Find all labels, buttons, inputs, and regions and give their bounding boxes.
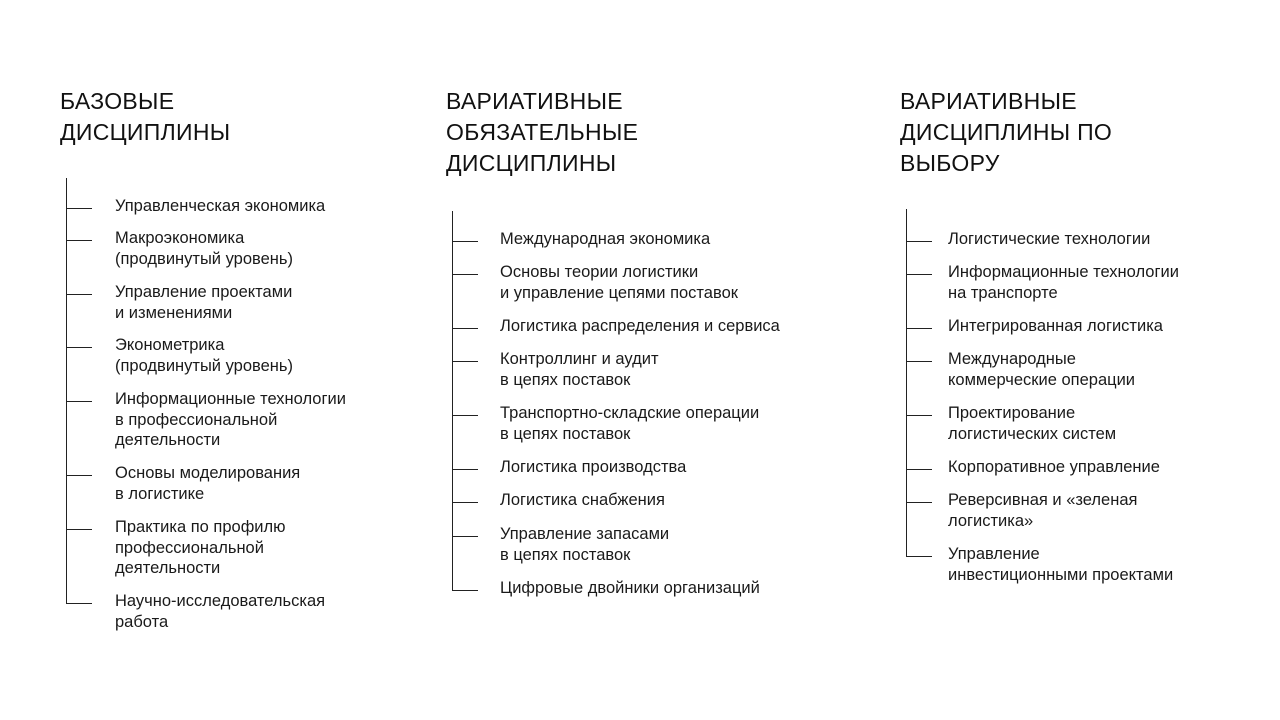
tree-branch-line: [452, 361, 478, 362]
tree-branch-line: [906, 361, 932, 362]
tree-trunk-line: [906, 209, 907, 557]
tree-branch-line: [452, 590, 478, 591]
discipline-label: Информационные технологии на транспорте: [948, 263, 1179, 302]
column-title: ВАРИАТИВНЫЕ ДИСЦИПЛИНЫ ПО ВЫБОРУ: [900, 88, 1113, 176]
tree-branch-line: [906, 556, 932, 557]
tree-branch-line: [66, 529, 92, 530]
tree-branch-line: [906, 502, 932, 503]
tree-branch-line: [66, 401, 92, 402]
tree-branch-line: [66, 240, 92, 241]
discipline-label: Транспортно-складские операции в цепях поставок: [500, 404, 760, 443]
discipline-label: Логистика распределения и сервиса: [500, 317, 780, 335]
tree-branch-line: [66, 347, 92, 348]
tree-branch-line: [906, 415, 932, 416]
column-title: ВАРИАТИВНЫЕ ОБЯЗАТЕЛЬНЫЕ ДИСЦИПЛИНЫ: [446, 88, 639, 176]
discipline-label: Международные коммерческие операции: [948, 350, 1136, 389]
discipline-label: Основы моделирования в логистике: [115, 464, 301, 503]
discipline-label: Информационные технологии в профессиональной деятельности: [115, 390, 346, 449]
tree-branch-line: [452, 328, 478, 329]
discipline-label: Проектирование логистических систем: [948, 404, 1117, 443]
discipline-label: Управление инвестиционными проектами: [948, 545, 1174, 584]
discipline-label: Управление проектами и изменениями: [115, 283, 293, 322]
tree-branch-line: [452, 241, 478, 242]
tree-branch-line: [906, 241, 932, 242]
discipline-label: Цифровые двойники организаций: [500, 579, 760, 597]
discipline-label: Основы теории логистики и управление цепями поставок: [500, 263, 738, 302]
tree-branch-line: [66, 294, 92, 295]
discipline-label: Международная экономика: [500, 230, 711, 248]
tree-branch-line: [66, 475, 92, 476]
discipline-label: Логистические технологии: [948, 230, 1151, 248]
discipline-label: Корпоративное управление: [948, 458, 1160, 476]
discipline-label: Логистика снабжения: [500, 491, 665, 509]
tree-branch-line: [452, 274, 478, 275]
discipline-label: Контроллинг и аудит в цепях поставок: [500, 350, 659, 389]
tree-branch-line: [906, 274, 932, 275]
tree-branch-line: [452, 469, 478, 470]
discipline-label: Практика по профилю профессиональной деятельности: [115, 518, 286, 577]
discipline-label: Управление запасами в цепях поставок: [500, 525, 670, 564]
discipline-label: Интегрированная логистика: [948, 317, 1163, 335]
discipline-label: Научно-исследовательская работа: [115, 592, 326, 631]
tree-trunk-line: [452, 211, 453, 591]
tree-branch-line: [452, 536, 478, 537]
discipline-label: Макроэкономика (продвинутый уровень): [115, 229, 293, 268]
discipline-label: Эконометрика (продвинутый уровень): [115, 336, 293, 375]
discipline-label: Управленческая экономика: [115, 197, 326, 215]
discipline-label: Реверсивная и «зеленая логистика»: [948, 491, 1138, 530]
tree-branch-line: [66, 603, 92, 604]
discipline-label: Логистика производства: [500, 458, 687, 476]
tree-trunk-line: [66, 178, 67, 604]
tree-branch-line: [906, 328, 932, 329]
column-title: БАЗОВЫЕ ДИСЦИПЛИНЫ: [60, 88, 231, 145]
tree-branch-line: [906, 469, 932, 470]
tree-branch-line: [452, 415, 478, 416]
tree-branch-line: [66, 208, 92, 209]
tree-branch-line: [452, 502, 478, 503]
